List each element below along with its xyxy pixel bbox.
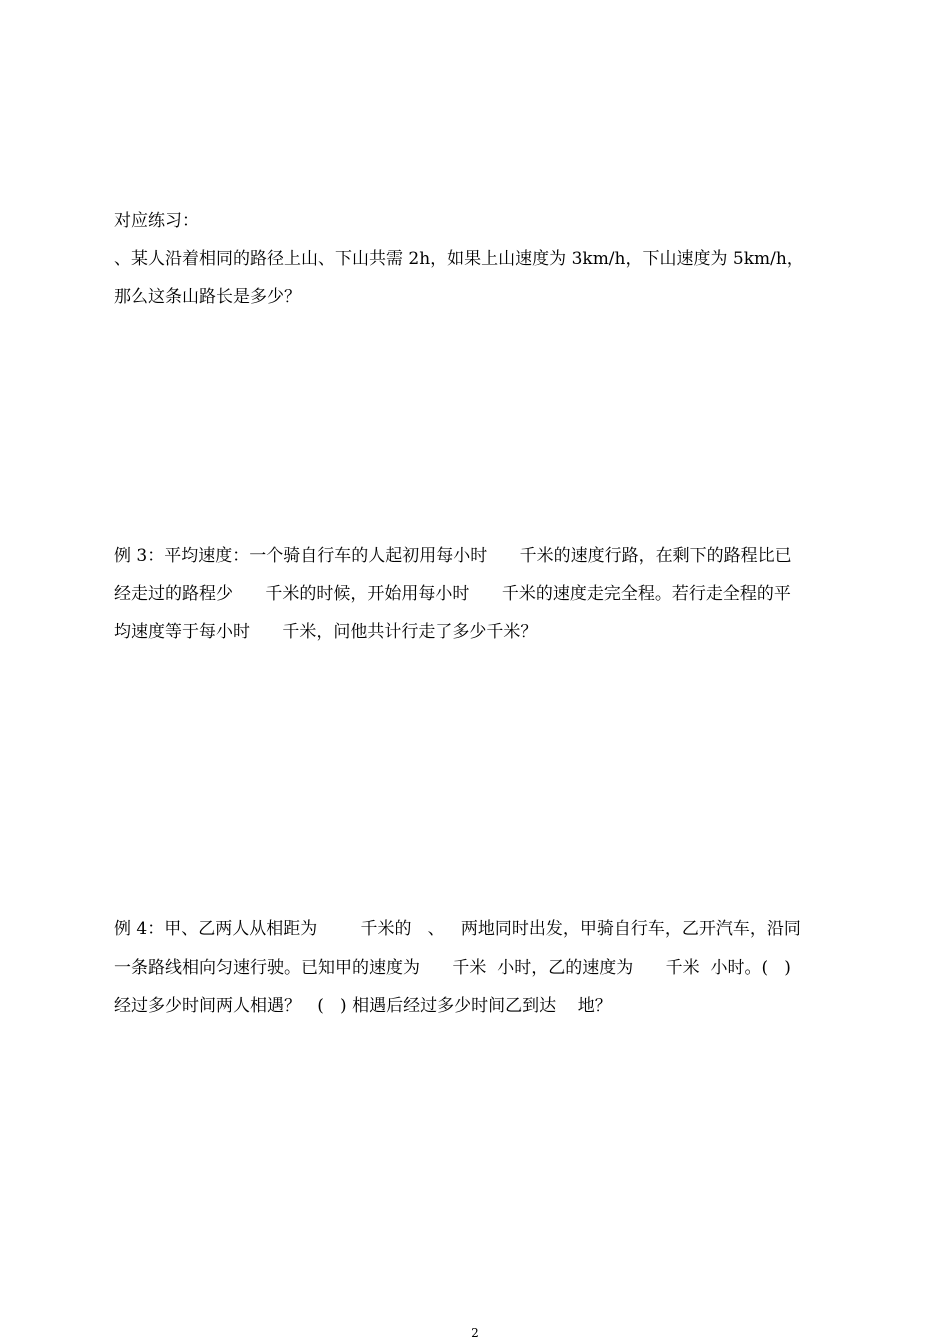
example-3-line: 例 3：平均速度：一个骑自行车的人起初用每小时 千米的速度行路，在剩下的路程比已 xyxy=(114,546,792,566)
example-3-line: 均速度等于每小时 千米，问他共计行走了多少千米？ xyxy=(114,622,538,642)
practice-question-line: 那么这条山路长是多少？ xyxy=(114,287,301,307)
example-3-line: 经走过的路程少 千米的时候，开始用每小时 千米的速度走完全程。若行走全程的平 xyxy=(114,584,791,604)
example-4-line: 经过多少时间两人相遇？ ( ) 相遇后经过多少时间乙到达 地？ xyxy=(114,996,612,1016)
page-number: 2 xyxy=(471,1326,479,1340)
example-4-line: 例 4：甲、乙两人从相距为 千米的 、 两地同时出发，甲骑自行车，乙开汽车，沿同 xyxy=(114,919,801,939)
practice-question-line: 、某人沿着相同的路径上山、下山共需 2h，如果上山速度为 3km/h，下山速度为 5km/h， xyxy=(114,249,804,269)
example-4-line: 一条路线相向匀速行驶。已知甲的速度为 千米 小时，乙的速度为 千米 小时。( ) xyxy=(114,958,791,978)
practice-heading: 对应练习： xyxy=(114,211,199,231)
